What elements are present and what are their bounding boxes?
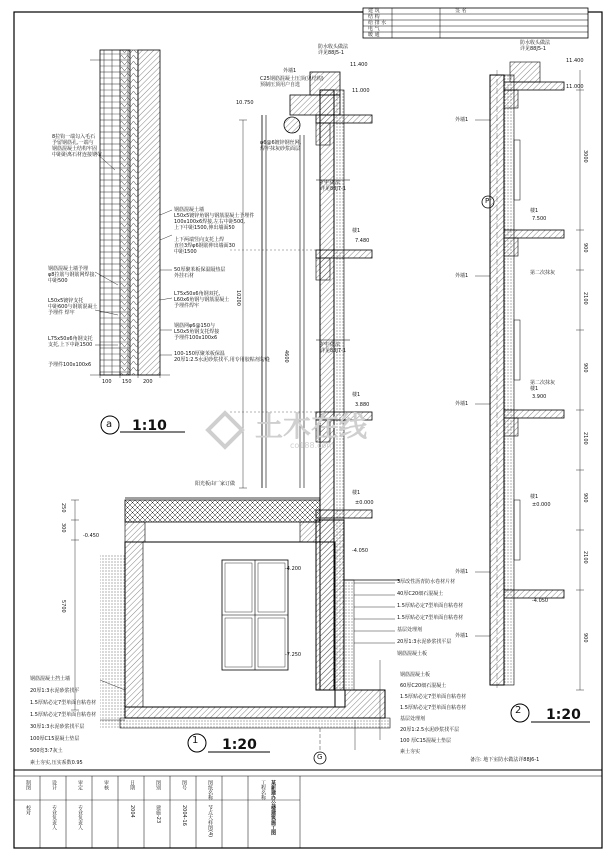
d1-floor-note-5: 20厚1:2.5水泥砂浆找平层 [400,727,460,733]
tb-val-0: 某新建办公楼建筑施工图 [270,780,276,835]
detail-2-scale: 1:20 [546,707,581,723]
tb-val-6: 专业负责人 [77,805,83,830]
d2-waterproof: 防水收头做法 [520,40,551,46]
tb-head-2: 图号 [181,780,187,790]
d1-floor-note-1: 60厚C20细石混凝土 [400,683,447,689]
tb-val-1: 节点大样图(4) [207,805,213,838]
d1-dim-4600: 4600 [283,350,289,363]
dim-a-150: 150 [122,379,132,385]
d2-footnote: 备注: 地下室防水做法详88J6-1 [470,757,540,763]
note-a-right-7: 中距1500 [174,249,197,255]
d1-floor-note-7: 素土夯实 [400,749,421,755]
note-a-right-5: 上下两端竖向支托上焊 [174,237,225,243]
d1-left-note-4: 30厚1:3水泥砂浆找平层 [30,724,85,730]
d1-level-m4050: -4.050 [352,548,369,554]
note-a-left-3: 中距距离石材连接钢节 [52,152,103,158]
d1-left-note-7: 素土夯实,压实系数0.95 [30,760,83,766]
note-a-left-10: L75x50x6角钢支托 [48,336,93,342]
d2-level-11000: 11.000 [566,84,584,90]
d2-waterproof-ref: 详见88J5-1 [520,46,547,52]
d1-rail2-1: 详见88J7-1 [320,348,347,354]
d1-wall-note-2: 1.5厚贴必定7型单面自粘卷材 [397,603,464,609]
d1-level-11000: 11.000 [352,88,370,94]
d1-floor-note-2: 1.5厚贴必定7型单面自粘卷材 [400,694,467,700]
d2-floor-0: 楼1 [530,208,539,214]
d2-dim-7: 900 [582,633,588,643]
d2-level-3900: 3.900 [532,394,547,400]
note-a-right-12: L75x50x6角钢双托, [174,291,221,297]
note-a-left-1: 予留钢筋孔,一端与 [52,140,94,146]
tb-head-6: 审定 [77,780,83,790]
d2-level-000: ±0.000 [532,502,551,508]
d1-left-note-3: 1.5厚贴必定7型单面自粘卷材 [30,712,97,718]
d1-sunroom: 阳光板由厂家订做 [195,481,236,487]
d2-floor-1: 楼1 [530,386,539,392]
d1-wall-note-4: 基层处理剂 [397,627,423,633]
d2-wall-4: 外墙1 [455,633,469,639]
d1-level-m0450: -0.450 [83,533,100,539]
tb-head-7: 设计 [51,780,57,790]
d1-top-note-2: 预制压顶用户自选 [260,82,301,88]
note-a-right-21: 20厚1:2.5水泥砂浆找平,用专用胶粘剂勾缝 [174,357,270,363]
d1-left-note-2: 1.5厚贴必定7型单面自粘卷材 [30,700,97,706]
d1-dim-250: 250 [60,503,66,513]
d2-dim-0: 3000 [582,150,588,163]
watermark-sub: co188.com [290,441,335,450]
tb-head-3: 图别 [155,780,161,790]
d1-dim-10200: 10200 [235,290,241,306]
d2-wall-1: 外墙1 [455,273,469,279]
d2-note-1: 第二次抹灰 [530,380,556,386]
d1-level-000: ±0.000 [355,500,374,506]
d1-rail2-0: 护栏做法 [320,342,341,348]
d1-axis-g: G [317,753,323,761]
d1-left-note-0: 钢筋混凝土挡土墙 [30,676,71,682]
d1-floor-note-3: 1.5厚贴必定7型单面自粘卷材 [400,705,467,711]
note-a-right-13: L60x6角钢与钢筋混凝土 [174,297,230,303]
d2-dim-2: 2100 [582,292,588,305]
tb-val-3: 建施-23 [155,805,161,824]
note-a-left-7: L50x5镀锌支托 [48,298,84,304]
detail-1-scale: 1:20 [222,737,257,753]
d1-wall-note-6: 钢筋混凝土板 [397,651,428,657]
detail-a-circle-label: a [106,419,113,430]
header-label-hvac: 暖 通 [368,32,380,38]
d2-dim-6: 2100 [582,551,588,564]
header-label-arch: 建 筑 [368,8,380,14]
note-a-right-2: 100x100x6焊接,左右中距500, [174,219,245,225]
d2-dim-5: 900 [582,493,588,503]
note-a-right-16: 钢筋网φ6@150与 [174,323,216,329]
d1-level-7480: 7.480 [355,238,370,244]
d2-level-7500: 7.500 [532,216,547,222]
d1-rail-1: 详见88J7-1 [320,186,347,192]
d1-level-m4200: -4.200 [285,566,302,572]
header-sign-label: 签 名 [455,8,467,14]
note-a-left-8: 中距600与钢筋混凝土 [48,304,98,310]
d2-dim-1: 900 [582,243,588,253]
note-a-left-12: 予埋件100x100x6 [48,362,92,368]
d1-level-3880: 3.880 [355,402,370,408]
note-a-right-20: 100-150厚聚苯板保温 [174,351,225,357]
d2-level-11400: 11.400 [566,58,584,64]
note-a-right-0: 钢筋混凝土墙 [174,207,205,213]
note-a-left-11: 支托,上下中距1500 [48,342,93,348]
header-label-struct: 结 构 [368,14,380,20]
d1-floor-note-0: 钢筋混凝土板 [400,672,431,678]
tb-head-8: 制图 [25,780,31,790]
d1-dim-5700: 5700 [60,600,66,613]
note-a-right-14: 予埋件焊牢 [174,303,200,309]
d1-wall-note-0: 3厚改性沥青防水卷材片材 [397,579,456,585]
d1-floor-1: 楼1 [352,392,361,398]
d1-waterproof: 防水收头做法 [318,44,349,50]
d2-wall-0: 外墙1 [455,117,469,123]
detail-2-circle-label: 2 [515,705,522,716]
tb-head-0: 工程名称 [260,780,266,800]
d1-dim-300: 300 [60,523,66,533]
d1-floor-note-4: 基层处理剂 [400,716,426,722]
note-a-right-1: L50x5镀锌角钢与钢筋混凝土予埋件 [174,213,255,219]
d2-wall-3: 外墙1 [455,569,469,575]
note-a-right-3: 上下中距1500,伸出墙面50 [174,225,235,231]
note-a-right-18: 予埋件100x100x6 [174,335,218,341]
d1-top-note-1: C25钢筋混凝土压顶(见结构) [260,76,324,82]
note-a-left-2: 钢筋混凝土结构牢固 [52,146,98,152]
d1-wall-note-1: 40厚C20细石混凝土 [397,591,444,597]
d1-wall-note-5: 20厚1:3水泥砂浆找平层 [397,639,452,645]
dim-a-100: 100 [102,379,112,385]
detail-a-scale: 1:10 [132,418,167,434]
d1-rail-0: 护栏做法 [320,180,341,186]
d1-glass-note: φ6@6镀锌钢丝网, [260,140,302,146]
tb-head-1: 图纸名称 [207,780,213,800]
header-label-elec: 电 气 [368,26,380,32]
tb-val-8: 校对 [25,805,31,815]
detail-1-circle-label: 1 [192,735,199,746]
note-a-left-4: 钢筋混凝土墙予埋 [48,266,89,272]
note-a-right-9: 50厚聚苯板保温隔热层 [174,267,226,273]
d2-wall-2: 外墙1 [455,401,469,407]
d1-floor-2: 楼1 [352,490,361,496]
d2-dim-4: 2100 [582,432,588,445]
d2-axis-p: P [485,197,490,205]
d2-note-0: 第二次抹灰 [530,270,556,276]
tb-val-2: 2004-16 [181,805,187,826]
d1-top-note-0: 外墙1 [283,68,297,74]
watermark-text: 土木在线 [255,410,368,443]
note-a-left-5: φ8拉筋与钢筋网焊接, [48,272,97,278]
note-a-right-10: 外挂石材 [174,273,195,279]
note-a-right-6: 直径3焊φ6钢筋伸出墙面30 [174,243,236,249]
d1-level-11400: 11.400 [350,62,368,68]
header-label-plumb: 给 排 水 [368,20,387,26]
d1-waterproof-ref: 详见88J5-1 [318,50,345,56]
d1-glass-note-2: 焊牢抹灰砂浆面层 [260,146,301,152]
tb-head-4: 日期 [129,780,135,790]
d1-level-10750: 10.750 [236,100,254,106]
dim-a-200: 200 [143,379,153,385]
note-a-left-0: 8拉钩一端勾入毛石 [52,134,96,140]
d1-left-note-6: 500宽3:7灰土 [30,748,63,754]
tb-val-7: 专业负责人 [51,805,57,830]
d2-floor-2: 楼1 [530,494,539,500]
d1-wall-note-3: 1.5厚贴必定7型单面自粘卷材 [397,615,464,621]
note-a-left-6: 中距500 [48,278,68,284]
tb-head-5: 审核 [103,780,109,790]
note-a-right-17: L50x5角钢支托焊接 [174,329,220,335]
d2-level-m4050: -4.050 [532,598,549,604]
d1-floor-0: 楼1 [352,228,361,234]
d1-level-m7250: -7.250 [285,652,302,658]
d2-dim-3: 900 [582,363,588,373]
d1-left-note-1: 20厚1:3水泥砂浆找平 [30,688,80,694]
d1-left-note-5: 100厚C15混凝土垫层 [30,736,80,742]
d1-floor-note-6: 100 厚C15混凝土垫层 [400,738,451,744]
tb-val-4: 2004 [129,805,135,818]
note-a-left-9: 予埋件 焊牢 [48,310,75,316]
